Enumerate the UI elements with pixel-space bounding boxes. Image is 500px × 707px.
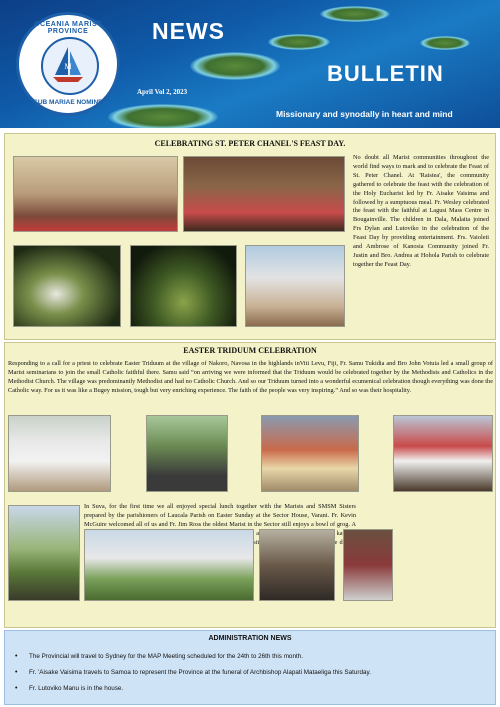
photo-seminarians-feast	[261, 415, 359, 492]
photo-dancers-night	[13, 245, 121, 327]
logo-text-top: OCEANIA MARIST PROVINCE	[34, 21, 102, 35]
photo-outdoor-night	[130, 245, 237, 327]
island-image	[268, 34, 330, 50]
photo-procession	[393, 415, 493, 492]
bullet-icon: •	[15, 669, 18, 676]
photo-community-gathering	[183, 156, 345, 232]
section-title: CELEBRATING ST. PETER CHANEL'S FEAST DAY.	[154, 139, 346, 148]
admin-item	[15, 669, 371, 676]
admin-item	[15, 685, 123, 692]
photo-grog-bowl	[259, 529, 335, 601]
island-image	[420, 36, 470, 50]
bullet-icon: •	[15, 685, 18, 692]
feast-day-text: No doubt all Marist communities throughout the world find ways to mark and to celebrate the Feast of St. Peter Chanel. At 'Raistea', the community gathered to celebrate the feast with the celebration of the Holy Eucharist led by Fr. Aisake Vaisima and followed by a sumptuous meal. Fr. Wesley celebrated the feast with the faithful at Lagusi Mass Centre in Bougainville. The children in Dala, Malaita joined Frs Dylan and Lutoviko in the celebration of the Feast Day by providing entertainment. Frs. Vaioleti and Ambrose of Kanosia Community joined Fr. Justin and Bro. Andrea at Hohola Parish to celebrate together the Feast Day.	[353, 154, 489, 268]
photo-oldest-marist	[343, 529, 393, 601]
easter-triduum-section	[4, 342, 496, 628]
issue-label: April Vol 2, 2023	[137, 88, 188, 96]
photo-spacer	[397, 505, 493, 527]
sailboat-icon	[43, 39, 93, 89]
admin-item	[15, 653, 303, 660]
header-banner	[0, 0, 500, 128]
triduum-text: Responding to a call for a priest to celebrate Easter Triduum at the village of Nakoro, Navosa in the highlands inViti Levu, Fiji, Fr. Samu Tukidia and Bro John Votuia led a small group of Marist seminarians to join the small Catholic faithful there. Samu said “on arriving we were informed that the Triduum would be celebrated together by the Methodists and Catholics in the Methodist Church. The village was predominantly Methodist and had no Catholic Church. And so our Triduum turned into a wonderful ecumenical celebration though everything was done the Catholic way. For us it was like a Bugey mission, tough but very enriching experience. The faith of the people was very inspiring.” And so was their hospitality.	[8, 360, 493, 394]
masthead-news: NEWS	[152, 18, 225, 44]
svg-text:M: M	[64, 62, 72, 71]
logo-emblem	[41, 37, 99, 95]
photo-seated-group	[146, 415, 228, 492]
admin-item-text: Fr. 'Aisake Vaisima travels to Samoa to represent the Province at the funeral of Archbishop Alapati Mataeliga this Saturday.	[29, 669, 371, 676]
masthead-bulletin: BULLETIN	[327, 61, 444, 86]
section-title: EASTER TRIDUUM CELEBRATION	[183, 346, 317, 355]
province-logo	[16, 12, 120, 116]
photo-house-group	[8, 505, 80, 601]
admin-item-text: The Provincial will travel to Sydney for the MAP Meeting scheduled for the 24th to 26th this month.	[29, 653, 303, 660]
photo-vested-priest	[8, 415, 111, 492]
island-image	[108, 104, 218, 128]
tagline: Missionary and synodally in heart and mind	[276, 109, 453, 119]
bullet-icon: •	[15, 653, 18, 660]
admin-title: ADMINISTRATION NEWS	[208, 635, 292, 642]
island-image	[320, 6, 390, 22]
feast-day-section	[4, 133, 496, 340]
admin-item-text: Fr. Lutoviko Manu is in the house.	[29, 685, 124, 692]
photo-mass-altar	[13, 156, 178, 232]
photo-shared-meal	[245, 245, 345, 327]
island-image	[190, 52, 280, 80]
administration-news	[4, 630, 496, 705]
suva-text: In Suva, for the first time we all enjoyed special lunch together with the Marists and SMSM Sisters prepared by the parishioners of Laucala Parish on Easter Sunday at the Sector House, Varani. Fr. Kevin McGuire welcomed all of us and Fr. Jim Ross the oldest Marist in the Sector still enjoys a bowl of grog. A visiting	[84, 503, 356, 546]
logo-text-bottom: SUB MARIAE NOMINE	[33, 99, 103, 106]
photo-sector-house	[84, 529, 254, 601]
